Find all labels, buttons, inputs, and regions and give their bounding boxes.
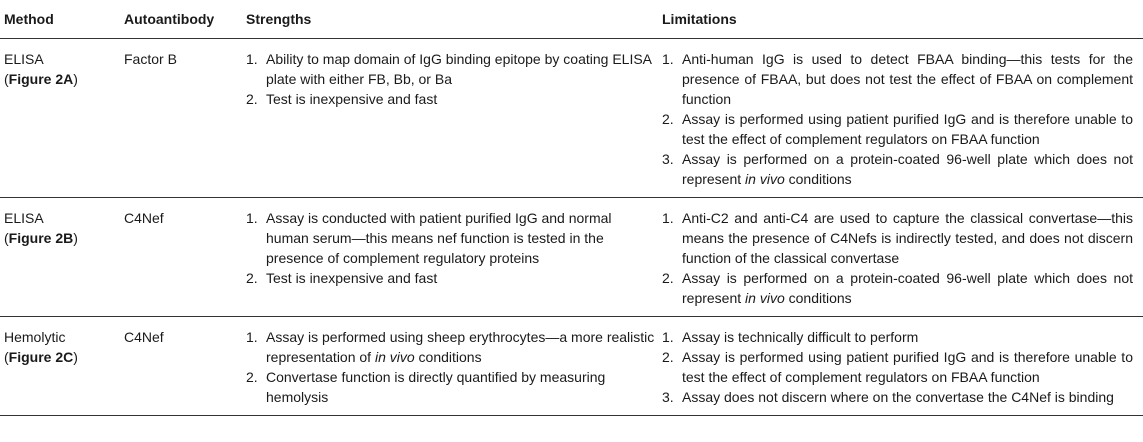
list-item: 2. Assay is performed on a protein-coated 96-well plate which does not represent in vivo conditions: [662, 270, 1133, 306]
list-item: 1. Assay is conducted with patient purified IgG and normal human serum—this means nef function is tested in the presence of complement regulatory proteins: [246, 210, 612, 266]
strengths-list: [246, 49, 658, 109]
method-cell: [0, 317, 120, 416]
figure-link[interactable]: Figure 2C: [8, 349, 74, 365]
method-name: ELISA: [4, 210, 44, 226]
strengths-list: [246, 208, 658, 288]
list-item: 2. Convertase function is directly quantified by measuring hemolysis: [246, 369, 606, 405]
limitations-cell: [658, 198, 1143, 317]
list-item: 2. Assay is performed using patient purified IgG and is therefore unable to test the effect of complement regulators on FBAA function: [662, 349, 1133, 385]
header-strengths: Strengths: [242, 0, 658, 39]
method-cell: [0, 39, 120, 198]
strengths-cell: [242, 317, 658, 416]
autoantibody-cell: Factor B: [124, 51, 177, 67]
header-autoantibody: Autoantibody: [120, 0, 242, 39]
method-cell: [0, 198, 120, 317]
figure-link[interactable]: Figure 2B: [8, 230, 74, 246]
limitations-list: [662, 208, 1133, 308]
limitations-list: [662, 49, 1133, 189]
list-item: 2. Test is inexpensive and fast: [246, 270, 438, 286]
figure-reference: (Figure 2B): [4, 230, 78, 246]
table-row: [0, 198, 1143, 317]
list-item: 3. Assay does not discern where on the convertase the C4Nef is binding: [662, 389, 1114, 405]
list-item: 1. Ability to map domain of IgG binding epitope by coating ELISA plate with either FB, Bb, or Ba: [246, 51, 652, 87]
autoantibody-cell: C4Nef: [120, 317, 242, 416]
header-limitations: Limitations: [658, 0, 1143, 39]
list-item: 2. Test is inexpensive and fast: [246, 91, 438, 107]
figure-reference: (Figure 2A): [4, 71, 78, 87]
limitations-list: [662, 327, 1133, 407]
limitations-cell: [658, 39, 1143, 198]
strengths-cell: [242, 198, 658, 317]
figure-reference: (Figure 2C): [4, 349, 78, 365]
method-name: Hemolytic: [4, 329, 66, 345]
limitations-cell: [658, 317, 1143, 416]
strengths-cell: [242, 39, 658, 198]
list-item: 1. Anti-human IgG is used to detect FBAA binding—this tests for the presence of FBAA, but does not test the effect of FBAA on complement function: [662, 51, 1133, 107]
list-item: 3. Assay is performed on a protein-coated 96-well plate which does not represent in vivo conditions: [662, 151, 1133, 187]
list-item: 2. Assay is performed using patient purified IgG and is therefore unable to test the effect of complement regulators on FBAA function: [662, 111, 1133, 147]
list-item: 1. Assay is performed using sheep erythrocytes—a more realistic representation of in vivo conditions: [246, 329, 655, 365]
method-name: ELISA: [4, 51, 44, 67]
table-row: [0, 317, 1143, 416]
header-row: [0, 0, 1143, 39]
table-row: [0, 39, 1143, 198]
list-item: 1. Anti-C2 and anti-C4 are used to capture the classical convertase—this means the presence of C4Nefs is indirectly tested, and does not discern function of the classical convertase: [662, 210, 1133, 266]
figure-link[interactable]: Figure 2A: [8, 71, 74, 87]
strengths-list: [246, 327, 658, 407]
header-method: Method: [0, 0, 120, 39]
list-item: 1. Assay is technically difficult to perform: [662, 329, 919, 345]
autoantibody-cell: C4Nef: [120, 198, 242, 317]
